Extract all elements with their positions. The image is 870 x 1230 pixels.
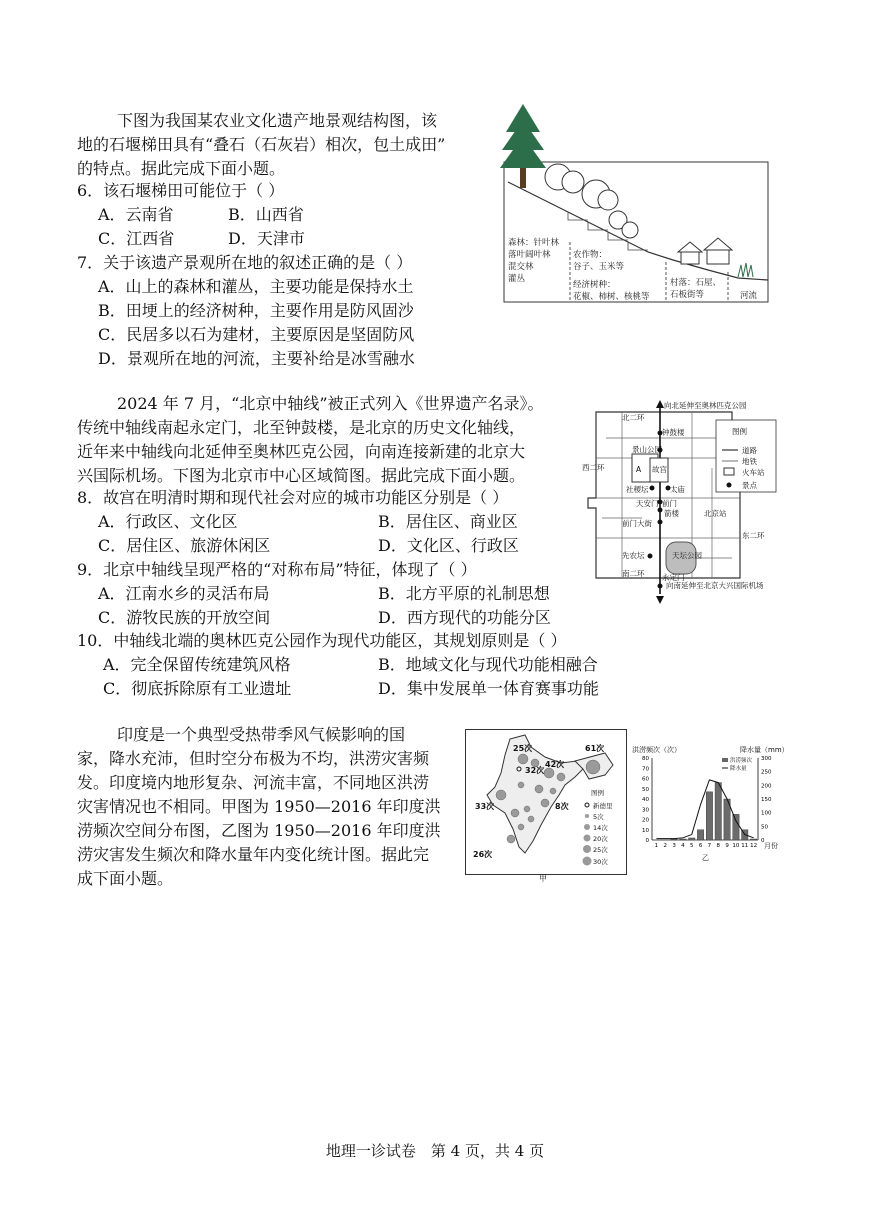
- chart-tick-left: 20: [642, 817, 649, 824]
- forest-label-4: 灌丛: [508, 274, 526, 284]
- q8-option-d[interactable]: D．文化区、行政区: [378, 536, 519, 555]
- q8-option-b[interactable]: B．居住区、商业区: [378, 512, 518, 531]
- chart-tick-right: 250: [761, 769, 772, 776]
- map-caption-jia: 甲: [539, 874, 547, 883]
- chart-tick-right: 150: [761, 797, 772, 803]
- intro-1-line-3: 的特点。据此完成下面小题。: [77, 159, 286, 178]
- count-32: 32次: [525, 766, 545, 775]
- north-arrow-label: 向北延伸至奥林匹克公园: [664, 401, 747, 410]
- river-label: 河流: [740, 291, 758, 301]
- q9-stem: 9．北京中轴线呈现严格的“对称布局”特征，体现了（ ）: [77, 560, 477, 579]
- chart-tick-left: 50: [642, 786, 649, 793]
- trees-label-2: 花椒、柿树、核桃等: [573, 292, 650, 302]
- chart-bar: [715, 783, 721, 840]
- chart-tick-x: 10: [732, 843, 740, 849]
- broadleaf-tree-icon: [545, 164, 638, 238]
- legend-30: 30次: [593, 858, 608, 866]
- legend-25: 25次: [593, 846, 608, 854]
- house-icon: [678, 238, 732, 264]
- legend-newdelhi: 新德里: [593, 802, 613, 810]
- crops-label-1: 农作物：: [573, 250, 608, 260]
- q9-option-d[interactable]: D．西方现代的功能分区: [378, 608, 551, 627]
- forest-label-1: 森林：针叶林: [508, 238, 560, 248]
- q8-option-c[interactable]: C．居住区、旅游休闲区: [98, 536, 271, 555]
- chart-caption: 乙: [702, 854, 709, 862]
- legend-20: 20次: [593, 835, 608, 843]
- q7-stem: 7．关于该遗产景观所在地的叙述正确的是（ ）: [77, 253, 413, 272]
- chart-tick-right: 300: [761, 756, 772, 762]
- q9-option-b[interactable]: B．北方平原的礼制思想: [378, 584, 550, 603]
- chart-tick-x: 4: [681, 843, 685, 849]
- chart-xlabel: 月份: [764, 842, 778, 850]
- chart-ylabel-right: 降水量（mm）: [740, 746, 789, 754]
- legend-precip: 降水量: [730, 766, 747, 772]
- count-33: 33次: [475, 802, 495, 811]
- chart-tick-x: 6: [698, 843, 703, 849]
- place-beijingzhan: 北京站: [704, 509, 727, 518]
- intro-3-line-5: 涝频次空间分布图，乙图为 1950—2016 年印度洪: [77, 821, 441, 840]
- place-yongdingmen: 永定门: [662, 573, 685, 582]
- place-tiananmen: 天安门: [636, 499, 659, 508]
- q7-option-c[interactable]: C．民居多以石为建材，主要原因是坚固防风: [98, 325, 415, 344]
- landscape-figure: [478, 102, 778, 310]
- q7-option-a[interactable]: A．山上的森林和灌丛，主要功能是保持水土: [98, 277, 414, 296]
- q6-stem: 6．该石堰梯田可能位于（ ）: [77, 181, 285, 200]
- place-zhonggulou: 钟鼓楼: [662, 428, 685, 437]
- ring-east-label: 东二环: [742, 531, 765, 540]
- count-61: 61次: [585, 744, 605, 753]
- ring-north-label: 北二环: [622, 413, 645, 422]
- q6-option-b[interactable]: B．山西省: [228, 205, 304, 224]
- chart-tick-x: 2: [663, 843, 667, 849]
- chart-tick-left: 30: [642, 807, 649, 814]
- q10-option-d[interactable]: D．集中发展单一体育赛事功能: [378, 679, 599, 698]
- intro-3-line-4: 灾害情况也不相同。甲图为 1950—2016 年印度洪: [77, 797, 441, 816]
- chart-tick-left: 60: [642, 776, 649, 783]
- legend-station: 火车站: [742, 468, 765, 477]
- beijing-map: [582, 398, 792, 606]
- place-qianmendajie: 前门大街: [622, 519, 652, 528]
- place-taimiao: 太庙: [670, 485, 685, 494]
- chart-ylabel-left: 洪涝频次（次）: [632, 746, 681, 754]
- legend-subway: 地铁: [742, 457, 757, 466]
- q10-option-b[interactable]: B．地域文化与现代功能相融合: [378, 655, 598, 674]
- place-shejitan: 社稷坛: [626, 485, 649, 494]
- chart-bar: [706, 792, 712, 840]
- chart-tick-x: 8: [716, 843, 720, 849]
- q10-stem: 10．中轴线北端的奥林匹克公园作为现代功能区，其规划原则是（ ）: [77, 631, 567, 650]
- village-label-2: 石板街等: [670, 290, 705, 300]
- flood-precip-chart: [630, 744, 789, 872]
- chart-bar: [750, 839, 756, 840]
- chart-tick-left: 0: [645, 838, 649, 844]
- q6-option-d[interactable]: D．天津市: [228, 229, 305, 248]
- q9-option-a[interactable]: A．江南水乡的灵活布局: [98, 584, 270, 603]
- south-arrow-label: 向南延伸至北京大兴国际机场: [666, 581, 764, 590]
- q10-option-a[interactable]: A．完全保留传统建筑风格: [103, 655, 291, 674]
- chart-bar: [697, 830, 703, 840]
- chart-tick-right: 0: [761, 838, 765, 844]
- chart-tick-x: 1: [654, 843, 659, 849]
- legend-title: 图例: [732, 427, 747, 436]
- ring-west-label: 西二环: [582, 463, 605, 472]
- legend-attraction: 景点: [742, 481, 757, 490]
- intro-3-line-6: 涝灾害发生频次和降水量年内变化统计图。据此完: [77, 845, 430, 864]
- q8-stem: 8．故宫在明清时期和现代社会对应的城市功能区分别是（ ）: [77, 488, 509, 507]
- chart-tick-x: 3: [672, 843, 676, 849]
- chart-tick-right: 100: [761, 810, 772, 817]
- count-8: 8次: [555, 802, 569, 811]
- chart-tick-left: 40: [642, 797, 649, 803]
- count-26: 26次: [473, 850, 493, 859]
- intro-2-line-1: 2024 年 7 月，“北京中轴线”被正式列入《世界遗产名录》。: [117, 394, 544, 413]
- trees-label-1: 经济树种：: [573, 280, 616, 290]
- q9-option-c[interactable]: C．游牧民族的开放空间: [98, 608, 271, 627]
- q8-option-a[interactable]: A．行政区、文化区: [98, 512, 238, 531]
- q7-option-b[interactable]: B．田埂上的经济树种，主要作用是防风固沙: [98, 301, 414, 320]
- count-42: 42次: [545, 760, 565, 769]
- chart-tick-left: 70: [642, 766, 649, 773]
- place-gugong: 故宫: [652, 465, 667, 474]
- chart-tick-x: 12: [750, 843, 758, 849]
- legend-14: 14次: [593, 824, 608, 832]
- forest-label-2: 落叶阔叶林: [508, 250, 551, 260]
- q10-option-c[interactable]: C．彻底拆除原有工业遗址: [103, 679, 292, 698]
- crops-label-2: 谷子、玉米等: [573, 262, 625, 272]
- intro-2-line-3: 近年来中轴线向北延伸至奥林匹克公园，向南连接新建的北京大: [77, 442, 526, 461]
- intro-3-line-2: 家，降水充沛，但时空分布极为不均，洪涝灾害频: [77, 749, 430, 768]
- chart-tick-left: 80: [642, 756, 649, 762]
- intro-3-line-7: 成下面小题。: [77, 869, 174, 888]
- marker-a: A: [636, 465, 642, 474]
- legend-road: 道路: [742, 446, 757, 455]
- ring-south-label: 南二环: [622, 569, 645, 578]
- q6-option-c[interactable]: C．江西省: [98, 229, 175, 248]
- chart-tick-x: 5: [690, 843, 694, 849]
- india-legend-title: 图例: [591, 789, 604, 797]
- forest-label-3: 混交林: [508, 262, 534, 272]
- intro-3-line-3: 发。印度境内地形复杂、河流丰富，不同地区洪涝: [77, 773, 430, 792]
- chart-tick-x: 7: [707, 843, 712, 849]
- intro-2-line-4: 兴国际机场。下图为北京市中心区域简图。据此完成下面小题。: [77, 466, 526, 485]
- place-xiannongtan: 先农坛: [622, 551, 645, 560]
- intro-3-line-1: 印度是一个典型受热带季风气候影响的国: [117, 725, 406, 744]
- q7-option-d[interactable]: D．景观所在地的河流，主要补给是冰雪融水: [98, 349, 415, 368]
- place-jingshan: 景山公园: [632, 445, 662, 454]
- chart-tick-left: 10: [642, 827, 649, 834]
- chart-bar: [689, 838, 695, 840]
- intro-2-line-2: 传统中轴线南起永定门，北至钟鼓楼，是北京的历史文化轴线，: [77, 418, 526, 437]
- chart-tick-right: 50: [761, 824, 768, 831]
- intro-1-line-1: 下图为我国某农业文化遗产地景观结构图，该: [117, 111, 438, 130]
- intro-1-line-2: 地的石堰梯田具有“叠石（石灰岩）相次，包土成田”: [77, 135, 446, 154]
- conifer-tree-icon: [500, 104, 546, 188]
- place-jianlou: 箭楼: [664, 509, 679, 518]
- legend-flood: 洪涝频次: [730, 758, 753, 764]
- chart-tick-x: 9: [725, 843, 729, 849]
- chart-tick-x: 11: [741, 843, 749, 849]
- legend-5: 5次: [593, 813, 604, 821]
- place-tiantan: 天坛公园: [672, 551, 702, 560]
- india-flood-map: [465, 729, 627, 881]
- chart-tick-right: 200: [761, 783, 772, 790]
- chart-bar: [733, 814, 739, 840]
- count-25: 25次: [513, 744, 533, 753]
- place-qianmen: 前门: [662, 499, 677, 508]
- village-label-1: 村落：石屋、: [670, 278, 722, 288]
- page-footer: 地理一诊试卷 第 4 页，共 4 页: [325, 1142, 545, 1160]
- chart-bar: [680, 839, 686, 840]
- q6-option-a[interactable]: A．云南省: [98, 205, 174, 224]
